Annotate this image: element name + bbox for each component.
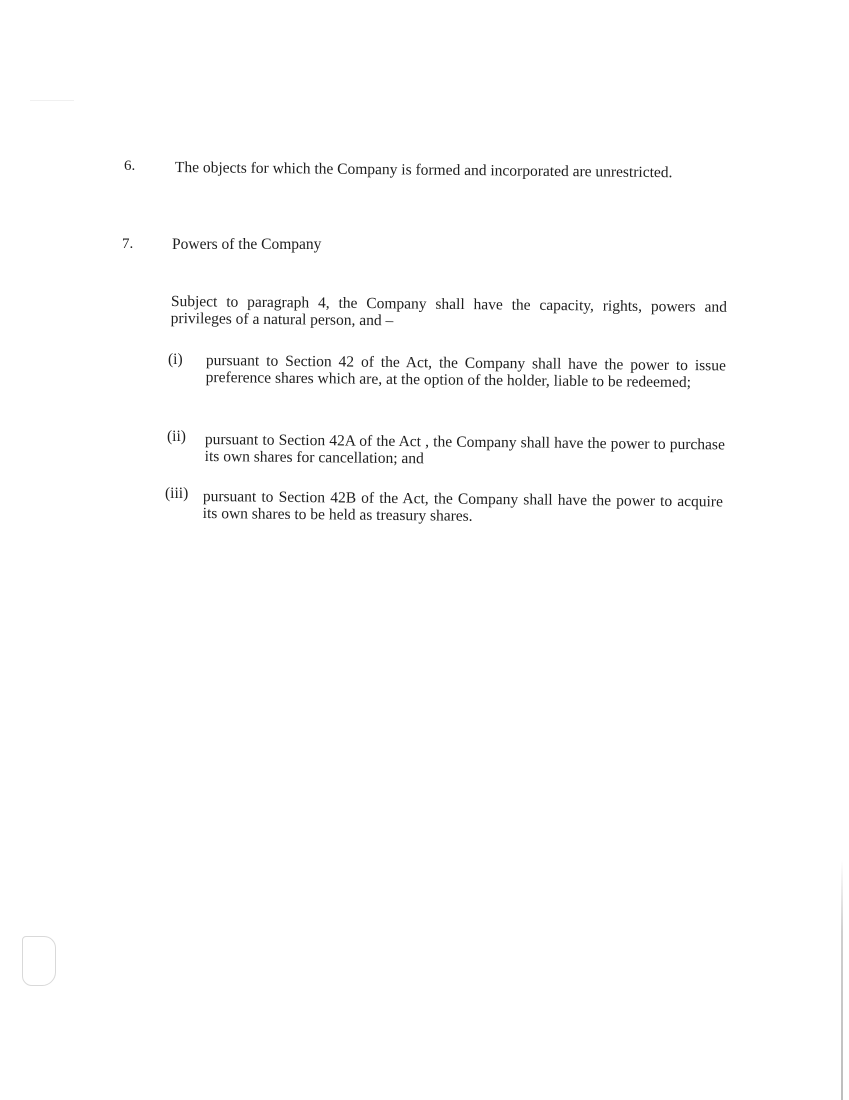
item-ii-text: pursuant to Section 42A of the Act , the Company shall have the power to purchase its own shares for cancellation; and: [204, 431, 725, 468]
item-ii-label: (ii): [167, 428, 186, 445]
clause-7-heading: Powers of the Company: [172, 236, 322, 253]
item-iii-text: pursuant to Section 42B of the Act, the Company shall have the power to acquire its own shares to be held as treasury shares.: [202, 488, 723, 525]
clause-6-number: 6.: [124, 158, 136, 174]
item-i-label: (i): [168, 351, 183, 368]
item-i-text: pursuant to Section 42 of the Act, the Company shall have the power to issue preference shares which are, at the option of the holder, liable to be redeemed;: [205, 352, 726, 392]
clause-7-intro: Subject to paragraph 4, the Company shall have the capacity, rights, powers and privileges of a natural person, and –: [170, 293, 727, 330]
clause-7-number: 7.: [122, 236, 134, 252]
clause-6-text: The objects for which the Company is formed and incorporated are unrestricted.: [174, 159, 673, 182]
item-iii-label: (iii): [165, 485, 189, 502]
scan-smudge: [30, 100, 74, 141]
scan-edge-line: [841, 860, 843, 1100]
binder-hole-mark: [22, 936, 56, 986]
